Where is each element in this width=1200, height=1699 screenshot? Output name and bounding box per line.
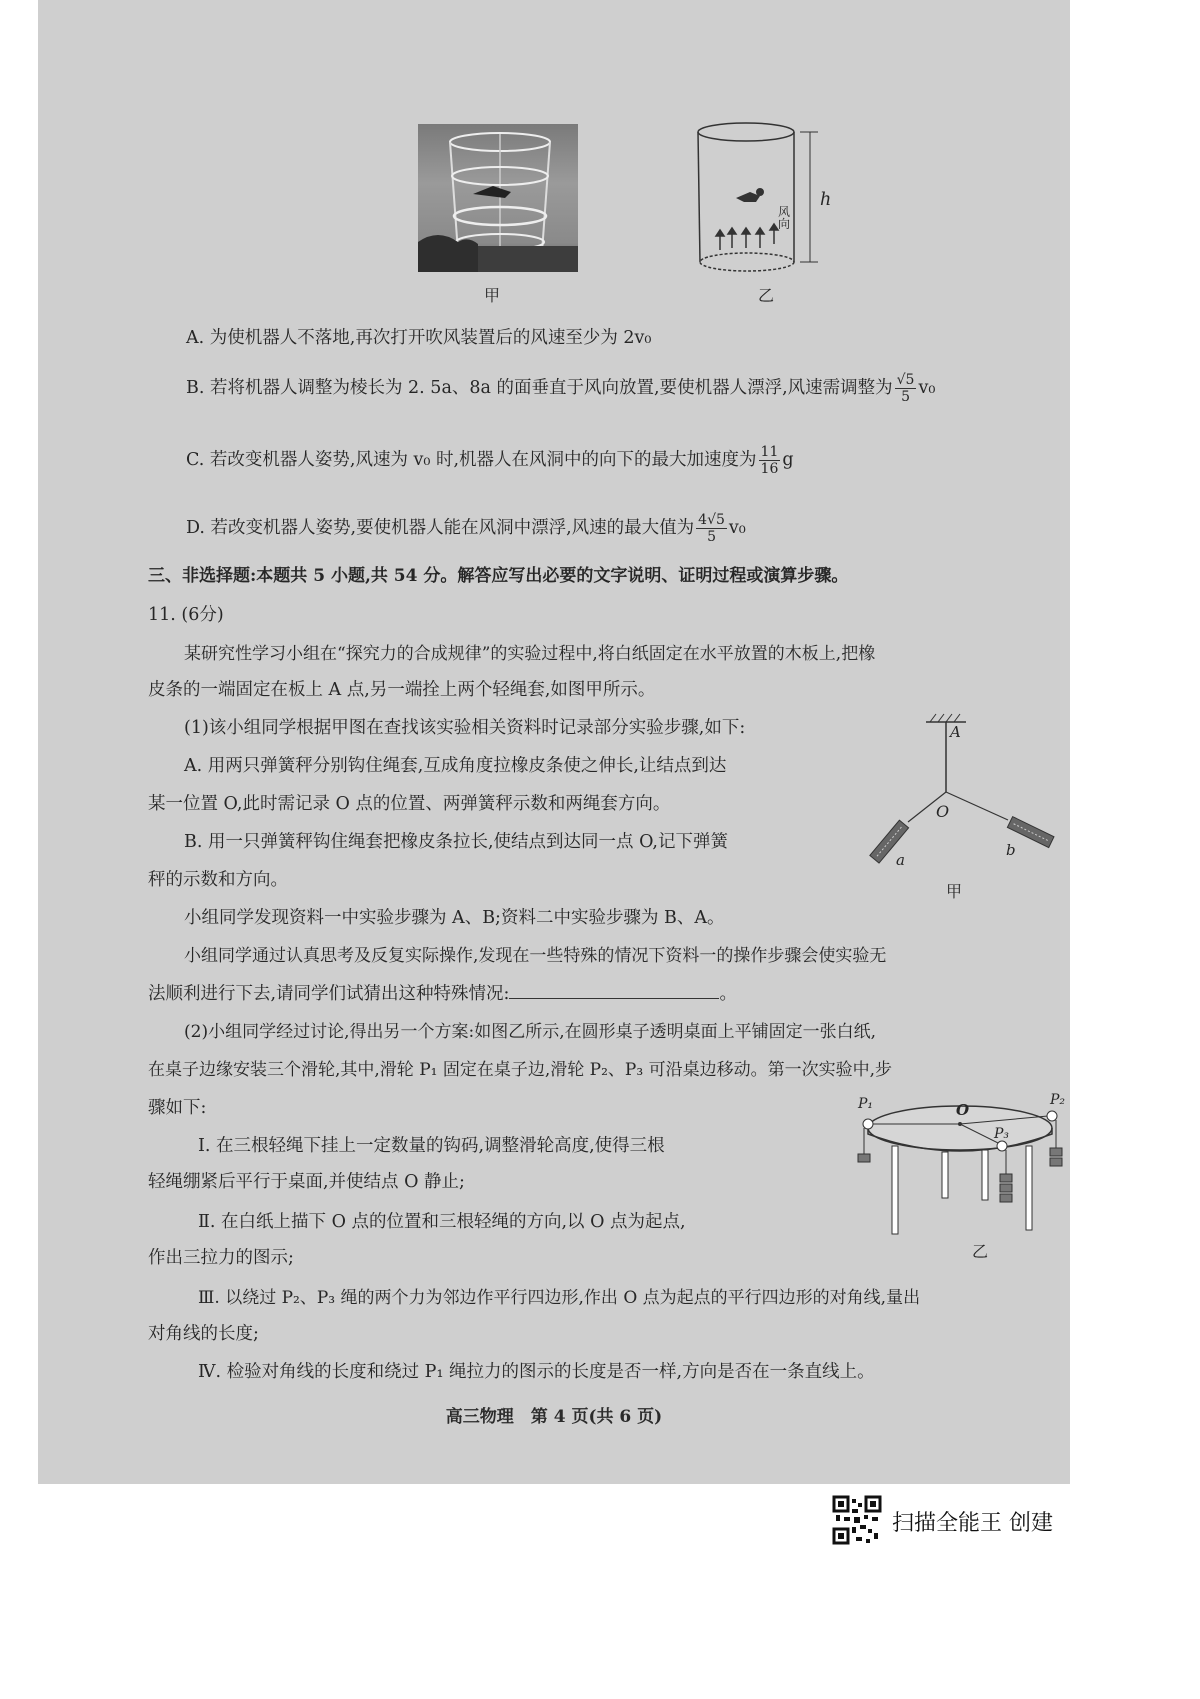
part1-line-8 (148, 982, 737, 1006)
pulley-p2-label: P₂ (1050, 1092, 1066, 1108)
pulley-p3-label: P₃ (994, 1126, 1010, 1142)
exam-page (38, 0, 1070, 1484)
fig-jia-top-caption: 甲 (484, 286, 501, 305)
answer-blank[interactable] (509, 982, 719, 999)
step2-line-1: Ⅱ. 在白纸上描下 O 点的位置和三根轻绳的方向,以 O 点为起点, (198, 1212, 686, 1232)
part1-line-7: 小组同学通过认真思考及反复实际操作,发现在一些特殊的情况下资料一的操作步骤会使实验无 (184, 946, 887, 966)
option-c-frac-num: 11 (760, 444, 779, 460)
option-c-fraction (759, 444, 781, 477)
point-a-label: A (950, 723, 961, 741)
step3-line-2: 对角线的长度; (148, 1324, 259, 1344)
option-c-text: C. 若改变机器人姿势,风速为 v₀ 时,机器人在风洞中的向下的最大加速度为 (186, 450, 757, 470)
option-d-fraction (696, 512, 727, 545)
option-d-tail: v₀ (728, 518, 746, 538)
page-footer: 高三物理 第 4 页(共 6 页) (445, 1407, 663, 1427)
option-b-frac-den: 5 (901, 389, 911, 405)
step4-line-1: Ⅳ. 检验对角线的长度和绕过 P₁ 绳拉力的图示的长度是否一样,方向是否在一条直线上。 (198, 1362, 875, 1382)
option-b-tail: v₀ (918, 378, 936, 398)
scanner-watermark: 扫描全能王 创建 (892, 1511, 1053, 1536)
point-o-label: O (936, 802, 950, 821)
table-center-o-label: O (956, 1101, 970, 1119)
option-b-fraction (895, 372, 917, 405)
qr-code-drawing (832, 1495, 882, 1545)
fig-yi-right-caption: 乙 (972, 1242, 989, 1261)
step1-line-1: Ⅰ. 在三根轻绳下挂上一定数量的钩码,调整滑轮高度,使得三根 (198, 1136, 665, 1156)
rope-b-label: b (1006, 841, 1016, 859)
option-b-text: B. 若将机器人调整为棱长为 2. 5a、8a 的面垂直于风向放置,要使机器人漂浮,风速需调整为 (186, 378, 893, 398)
part1-line-6: 小组同学发现资料一中实验步骤为 A、B;资料二中实验步骤为 B、A。 (184, 908, 725, 928)
part1-line-3: 某一位置 O,此时需记录 O 点的位置、两弹簧秤示数和两绳套方向。 (148, 794, 671, 814)
option-d-frac-num: 4√5 (698, 512, 725, 528)
option-a: A. 为使机器人不落地,再次打开吹风装置后的风速至少为 2v₀ (186, 328, 652, 348)
option-c-frac-den: 16 (760, 461, 779, 477)
qr-code-icon (832, 1495, 882, 1545)
spring-scale-diagram-drawing (858, 710, 1068, 890)
fig-yi-top-caption: 乙 (758, 286, 775, 305)
option-d-frac-den: 5 (707, 529, 716, 545)
option-c (186, 444, 794, 477)
wind-tunnel-photo (418, 124, 578, 272)
part1-line-2: A. 用两只弹簧秤分别钩住绳套,互成角度拉橡皮条使之伸长,让结点到达 (184, 756, 727, 776)
fig-jia-right-caption: 甲 (946, 882, 963, 901)
step3-line-1: Ⅲ. 以绕过 P₂、P₃ 绳的两个力为邻边作平行四边形,作出 O 点为起点的平行四边形的对角线,量出 (198, 1288, 921, 1308)
intro-line-2: 皮条的一端固定在板上 A 点,另一端拴上两个轻绳套,如图甲所示。 (148, 680, 656, 700)
part2-line-3: 骤如下: (148, 1098, 207, 1118)
option-d (186, 512, 746, 545)
part2-line-1: (2)小组同学经过讨论,得出另一个方案:如图乙所示,在圆形桌子透明桌面上平铺固定一张白纸, (184, 1022, 877, 1042)
height-label: h (820, 190, 832, 210)
rope-a-label: a (896, 851, 905, 869)
part1-line-5: 秤的示数和方向。 (148, 870, 288, 890)
part1-line-8-end: 。 (719, 984, 737, 1004)
part2-line-2: 在桌子边缘安装三个滑轮,其中,滑轮 P₁ 固定在桌子边,滑轮 P₂、P₃ 可沿桌边移动。第一次实验中,步 (148, 1060, 892, 1080)
option-d-text: D. 若改变机器人姿势,要使机器人能在风洞中漂浮,风速的最大值为 (186, 518, 695, 538)
part1-line-4: B. 用一只弹簧秤钩住绳套把橡皮条拉长,使结点到达同一点 O,记下弹簧 (184, 832, 728, 852)
option-c-tail: g (782, 450, 794, 470)
step2-line-2: 作出三拉力的图示; (148, 1248, 294, 1268)
step1-line-2: 轻绳绷紧后平行于桌面,并使结点 O 静止; (148, 1172, 465, 1192)
spring-scale-diagram (858, 710, 1068, 890)
part1-line-1: (1)该小组同学根据甲图在查找该实验相关资料时记录部分实验步骤,如下: (184, 718, 746, 738)
part1-line-8-text: 法顺利进行下去,请同学们试猜出这种特殊情况: (148, 984, 510, 1004)
section-heading: 三、非选择题:本题共 5 小题,共 54 分。解答应写出必要的文字说明、证明过程或演算步骤。 (148, 566, 849, 586)
intro-line-1: 某研究性学习小组在“探究力的合成规律”的实验过程中,将白纸固定在水平放置的木板上,把橡 (184, 644, 876, 664)
option-b-frac-num: √5 (896, 372, 915, 388)
wind-direction-label: 风向 (778, 205, 791, 231)
question-number: 11. (6分) (148, 605, 224, 625)
option-b (186, 372, 935, 405)
pulley-p1-label: P₁ (858, 1096, 874, 1112)
wind-tunnel-photo-drawing (418, 124, 578, 272)
